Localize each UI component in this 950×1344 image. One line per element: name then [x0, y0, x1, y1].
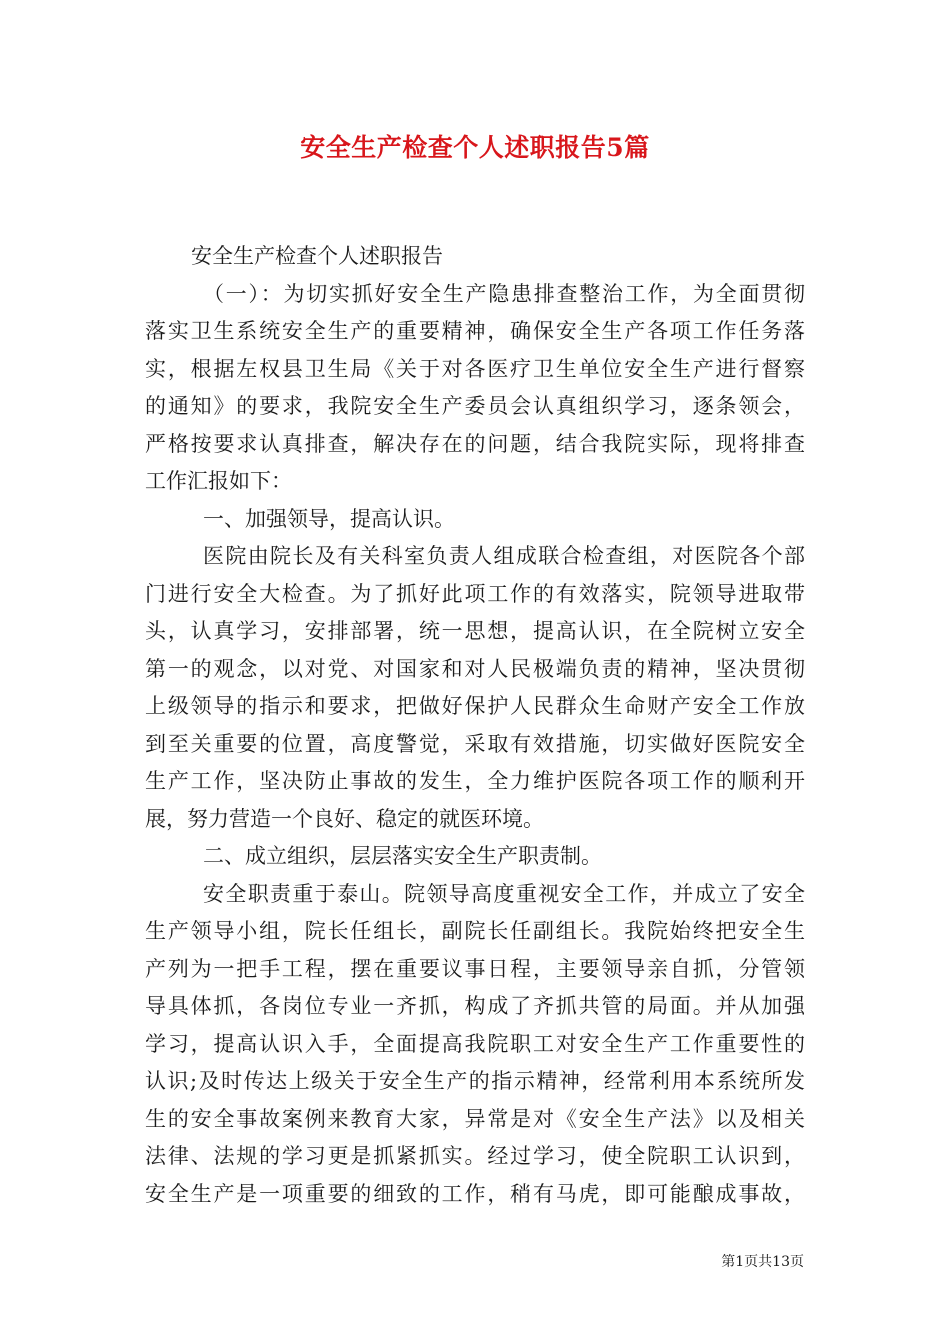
text-line: （一）：为切实抓好安全生产隐患排查整治工作，为全面贯彻 [203, 281, 805, 306]
text-line: 实，根据左权县卫生局《关于对各医疗卫生单位安全生产进行督察 [145, 356, 805, 381]
text-line: 安全生产是一项重要的细致的工作，稍有马虎，即可能酿成事故， [145, 1181, 805, 1206]
text-line: 法律、法规的学习更是抓紧抓实。经过学习，使全院职工认识到， [145, 1144, 805, 1168]
text-line: 门进行安全大检查。为了抓好此项工作的有效落实，院领导进取带 [145, 581, 805, 606]
text-line: 安全职责重于泰山。院领导高度重视安全工作，并成立了安全 [203, 881, 805, 906]
text-line: 上级领导的指示和要求，把做好保护人民群众生命财产安全工作放 [145, 694, 805, 718]
page-number: 第1页共13页 [721, 1254, 804, 1270]
text-line: 医院由院长及有关科室负责人组成联合检查组，对医院各个部 [203, 544, 805, 568]
text-line: 落实卫生系统安全生产的重要精神，确保安全生产各项工作任务落 [145, 319, 805, 343]
text-line: 展，努力营造一个良好、稳定的就医环境。 [145, 806, 544, 831]
text-line: 到至关重要的位置，高度警觉，采取有效措施，切实做好医院安全 [145, 731, 805, 756]
text-line: 学习，提高认识入手，全面提高我院职工对安全生产工作重要性的 [145, 1031, 805, 1056]
page-title: 安全生产检查个人述职报告5篇 [300, 133, 650, 162]
text-line: 生产领导小组，院长任组长，副院长任副组长。我院始终把安全生 [145, 919, 805, 943]
text-line: 认识;及时传达上级关于安全生产的指示精神，经常利用本系统所发 [145, 1069, 805, 1093]
document-body [145, 238, 805, 1213]
text-line: 工作汇报如下： [145, 469, 292, 493]
subtitle-line: 安全生产检查个人述职报告 [191, 244, 443, 268]
text-line: 严格按要求认真排查，解决存在的问题，结合我院实际，现将排查 [145, 431, 805, 456]
text-line: 第一的观念，以对党、对国家和对人民极端负责的精神，坚决贯彻 [145, 656, 805, 681]
text-line: 的通知》的要求，我院安全生产委员会认真组织学习，逐条领会， [145, 394, 805, 418]
text-line: 生的安全事故案例来教育大家，异常是对《安全生产法》以及相关 [145, 1106, 805, 1131]
section-heading: 一、加强领导，提高认识。 [203, 506, 455, 531]
text-line: 生产工作，坚决防止事故的发生，全力维护医院各项工作的顺利开 [145, 769, 805, 793]
text-line: 产列为一把手工程，摆在重要议事日程，主要领导亲自抓，分管领 [145, 956, 805, 981]
section-heading: 二、成立组织，层层落实安全生产职责制。 [203, 844, 602, 868]
text-line: 头，认真学习，安排部署，统一思想，提高认识，在全院树立安全 [145, 619, 805, 643]
text-line: 导具体抓，各岗位专业一齐抓，构成了齐抓共管的局面。并从加强 [145, 994, 805, 1018]
